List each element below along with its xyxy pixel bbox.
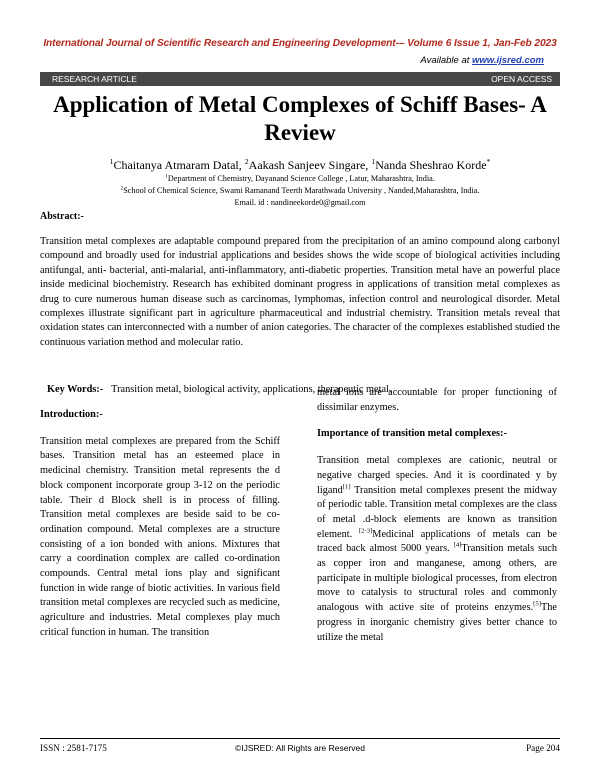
author-sup: 1 [109,157,114,166]
affiliation-text: School of Chemical Science, Swami Ramanand Teerth Marathwada University , Nanded,Maharashtra, India. [123,186,480,195]
page-number: Page 204 [526,743,560,753]
page-footer [40,738,560,753]
journal-header: International Journal of Scientific Research and Engineering Development-– Volume 6 Issue 1, Jan-Feb 2023 [43,38,557,49]
article-type-bar [40,72,560,86]
author-name: Chaitanya Atmaram Datal, [113,158,245,172]
introduction-heading: Introduction:- [40,409,103,420]
abstract-heading: Abstract:- [40,211,84,222]
author-name: Aakash Sanjeev Singare, [248,158,372,172]
paper-title: Application of Metal Complexes of Schiff Bases- A Review [53,92,547,145]
article-type: RESEARCH ARTICLE [52,74,137,84]
body-text: Transition metal complexes present the midway of periodic table. Transition metal complexes are the class of metal .d-block elements are known as transition element. [317,484,557,540]
importance-text [317,454,557,645]
copyright: ©IJSRED: All Rights are Reserved [234,743,366,753]
access-type: OPEN ACCESS [491,74,552,84]
available-prefix: Available at [420,55,470,66]
introduction-continuation: metal ions are accountable for proper functioning of dissimilar enzymes. [317,387,557,413]
keywords-text: Transition metal, biological activity, applications, therapeutic metal. [111,384,392,395]
importance-heading: Importance of transition metal complexes:- [317,428,507,440]
body-text: Transition metals such as copper iron and manganese, among others, are participate in multiple biological processes, from electron move to catalysis to structural roles and commonly analogous with active site of proteins enzymes. [317,543,557,614]
journal-website-link[interactable]: www.ijsred.com [472,55,544,66]
citation: [2-3] [358,527,373,535]
citation: [1] [342,483,351,491]
citation: [4] [453,541,462,549]
body-text: Medicinal applications of metals can be traced back almost 5000 years. [317,528,557,555]
affiliation-text: Department of Chemistry, Dayanand Science College , Latur, Maharashtra, India. [167,174,435,183]
issn: ISSN : 2581-7175 [40,743,107,753]
abstract-text: Transition metal complexes are adaptable compound prepared from the precipitation of an amino compound along carbonyl compound and broadly used for industrial applications and besides shows the wide scope of biological activities including antifungal, anti- bacterial, anti-malarial, anti-inflammatory, anti-diabetic properties. Transition metal have an powerful place inside medicinal biochemistry. Research has exhibited dominant progress in applications of transition metal complexes as drug to cure numerous human disease such as carcinomas, lymphomas, infection control and neurological disorder. Metal complexes illustrate significant part in agriculture pharmaceutical and industrial chemistry. Transition metals reveal that oxidation states can interconnected with a number of anion categories. The character of the complexes established studied the continuous variation method and molecular ratio. [40,236,560,348]
availability-line [420,55,544,66]
corresponding-mark: * [486,157,491,166]
author-sup: 2 [244,157,249,166]
right-column [317,386,557,645]
author-sup: 1 [371,157,376,166]
introduction-text: Transition metal complexes are prepared from the Schiff bases. Transition metal has an esteemed place in medicinal chemistry. Transition metal represents the d block component incorporate group 3-12 on the periodic table. Their d Block shell is in process of filling. Transition metal complexes are beside said to be co-ordination compound. Metal complexes are a structure consisting of a ion bonded with anions. Mixtures that carry a coordination complex are called co-ordination compounds. Central metal ions play and significant function in wide range of biotic activities. In various field transition metal complexes are recycled such as medicine, agriculture and industries. Metal complexes play much critical function in human. The transition [40,435,280,638]
author-list [40,158,560,172]
left-column [40,408,280,641]
citation: [5] [533,600,541,608]
keywords-label: Key Words:- [47,384,104,395]
affiliation [40,186,560,196]
body-text: Transition metal complexes are cationic, neutral or negative charged species. And it is coordinated y by ligand [317,455,557,496]
body-text: The progress in inorganic chemistry gives better chance to utilize the metal [317,602,557,643]
affiliation-sup: 2 [120,185,124,192]
author-email: Email. id : nandineekorde0@gmail.com [234,198,366,207]
author-name: Nanda Sheshrao Korde [375,158,487,172]
affiliation-sup: 1 [165,173,168,180]
affiliation [40,174,560,184]
